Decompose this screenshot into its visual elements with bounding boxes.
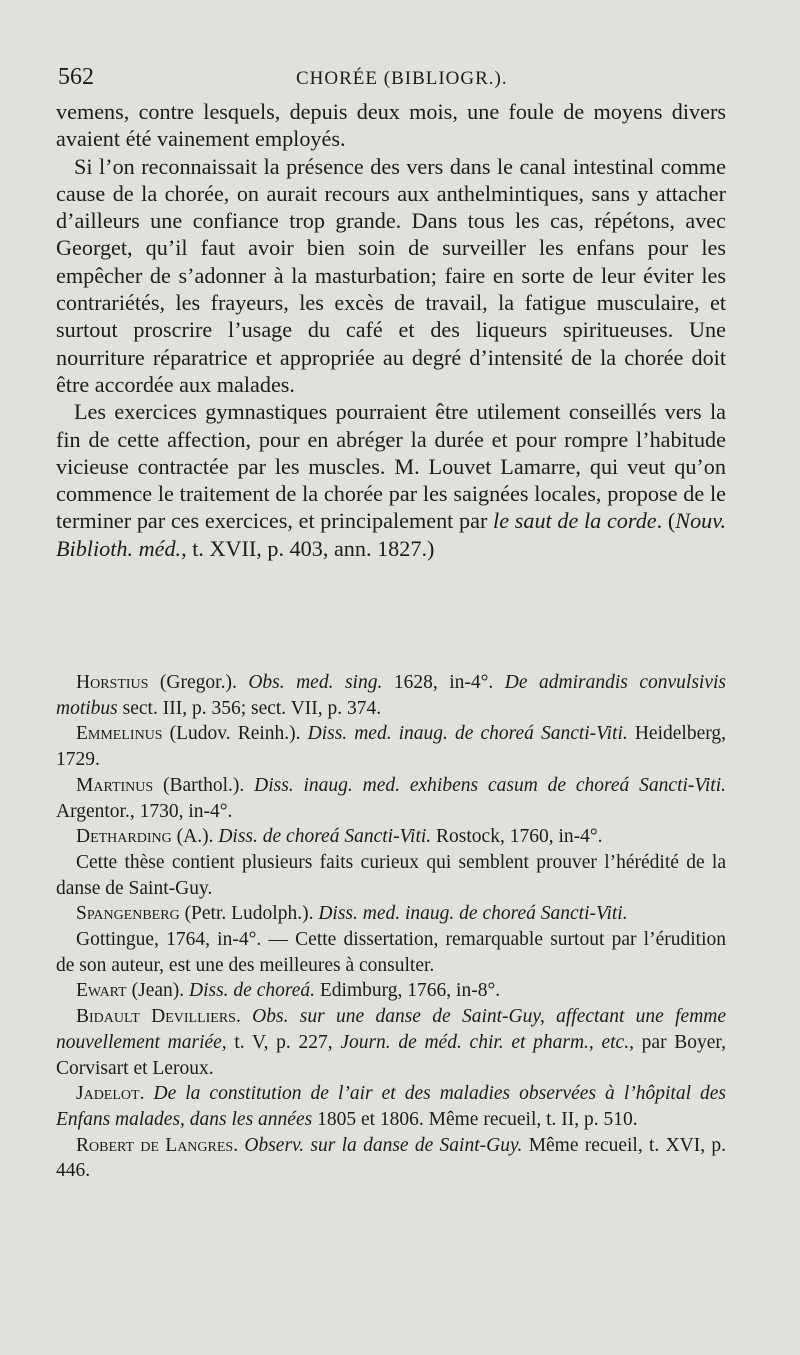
text-run: Rostock, 1760, in-4°. xyxy=(431,826,603,848)
text-run: Les exercices gymnastiques pourraient être utilement conseillés vers la fin de cette affection, pour en abréger la durée et pour rompre l’habitude vicieuse contractée par les muscles. M. Louvet Lamarre, qui veut qu’on commence le traitement de la chorée par les saignées locales, propose de le terminer par ces exercices, et principalement par xyxy=(56,399,726,534)
paragraph: vemens, contre lesquels, depuis deux mois, une foule de moyens divers avaient été vainement employés. xyxy=(56,99,726,152)
bib-entry xyxy=(56,1004,726,1081)
text-run: (Ludov. Reinh.). xyxy=(162,723,308,745)
bib-entry xyxy=(56,1081,726,1132)
bib-author: Spangenberg xyxy=(76,903,180,925)
page-number: 562 xyxy=(58,64,94,90)
text-run: (Petr. Ludolph.). xyxy=(179,903,319,925)
journal-title: Journ. de méd. chir. et pharm., etc., xyxy=(340,1031,634,1053)
italic-text: le saut de la corde xyxy=(493,508,657,534)
bib-title: Diss. med. inaug. de choreá Sancti-Viti. xyxy=(307,723,628,745)
text-run: 1628, in-4°. xyxy=(382,672,505,693)
main-text xyxy=(56,98,726,562)
page-header xyxy=(58,64,730,96)
text-run: Argentor., 1730, in-4°. xyxy=(56,800,233,822)
bib-author: Jadelot xyxy=(76,1083,140,1105)
text-run: . xyxy=(235,1006,253,1028)
bib-author: Ewart xyxy=(76,980,127,1002)
bib-title: De admirandis convulsivis motibus xyxy=(56,672,726,719)
bib-title: Diss. de choreá Sancti-Viti. xyxy=(218,826,432,848)
text-run: 1805 et 1806. Même recueil, t. II, p. 510. xyxy=(312,1108,638,1130)
bib-entry xyxy=(56,1133,726,1184)
running-title: CHORÉE (BIBLIOGR.). xyxy=(296,68,508,89)
bib-note: Gottingue, 1764, in-4°. — Cette dissertation, remarquable surtout par l’érudition de son auteur, est une des meilleures à consulter. xyxy=(56,929,726,976)
bib-title: Diss. de choreá. xyxy=(189,980,316,1002)
text-run: (Jean). xyxy=(126,980,189,1002)
bib-author: Bidault Devilliers xyxy=(76,1006,236,1028)
bib-entry xyxy=(56,773,726,824)
text-run: (A.). xyxy=(171,826,219,848)
text-run: (Barthol.). xyxy=(153,774,255,796)
journal-title: Nouv. Biblioth. méd. xyxy=(56,508,727,561)
bib-entry xyxy=(56,824,726,850)
bibliography xyxy=(56,670,726,1184)
bib-author: Detharding xyxy=(76,826,172,848)
text-run: , t. XVII, p. 403, ann. 1827.) xyxy=(181,535,435,561)
bib-title: Observ. sur la danse de Saint-Guy. xyxy=(244,1134,523,1156)
text-run: . xyxy=(139,1083,154,1105)
text-run: (Gregor.). xyxy=(148,672,249,693)
text-run: t. V, p. 227, xyxy=(226,1031,341,1053)
bib-title: Diss. med. inaug. de choreá Sancti-Viti. xyxy=(318,903,628,925)
bib-entry xyxy=(56,978,726,1004)
paragraph: Si l’on reconnaissait la présence des vers dans le canal intestinal comme cause de la chorée, on aurait recours aux anthelmintiques, sans y attacher d’ailleurs une confiance trop grande. Dans tous les cas, répétons, avec Georget, qu’il faut avoir bien soin de surveiller les enfans pour les empêcher de s’adonner à la masturbation; faire en sorte de leur éviter les contrariétés, les frayeurs, les excès de travail, la fatigue musculaire, et surtout proscrire l’usage du café et des liqueurs spiritueuses. Une nourriture réparatrice et appropriée au degré d’intensité de la chorée doit être accordée aux malades. xyxy=(56,153,726,397)
text-run: par Boyer, Corvisart et Leroux. xyxy=(56,1031,727,1079)
bib-entry xyxy=(56,721,726,772)
bib-title: De la constitution de l’air et des maladies observées à l’hôpital des Enfans malades, dans les années xyxy=(56,1083,727,1130)
bib-author: Emmelinus xyxy=(76,723,163,745)
text-run: Edimburg, 1766, in-8°. xyxy=(315,980,501,1002)
paragraph xyxy=(56,398,726,562)
text-run: sect. III, p. 356; sect. VII, p. 374. xyxy=(117,697,382,719)
bib-title: Obs. med. sing. xyxy=(248,672,383,693)
bib-entry xyxy=(56,901,726,927)
text-run: Heidelberg, 1729. xyxy=(56,723,726,771)
bib-title: Diss. inaug. med. exhibens casum de choreá Sancti-Viti. xyxy=(254,774,726,796)
bib-author: Martinus xyxy=(76,774,154,796)
bib-author: Horstius xyxy=(76,672,149,693)
bib-title: Obs. sur une danse de Saint-Guy, affectant une femme nouvellement mariée, xyxy=(56,1006,727,1053)
text-run: . xyxy=(233,1134,245,1156)
text-run: Même recueil, t. XVI, p. 446. xyxy=(56,1134,727,1182)
bib-entry xyxy=(56,670,726,721)
bib-note: Cette thèse contient plusieurs faits curieux qui semblent prouver l’hérédité de la danse de Saint-Guy. xyxy=(56,851,726,899)
bib-author: Robert de Langres xyxy=(76,1134,234,1156)
text-run: . ( xyxy=(656,508,676,534)
